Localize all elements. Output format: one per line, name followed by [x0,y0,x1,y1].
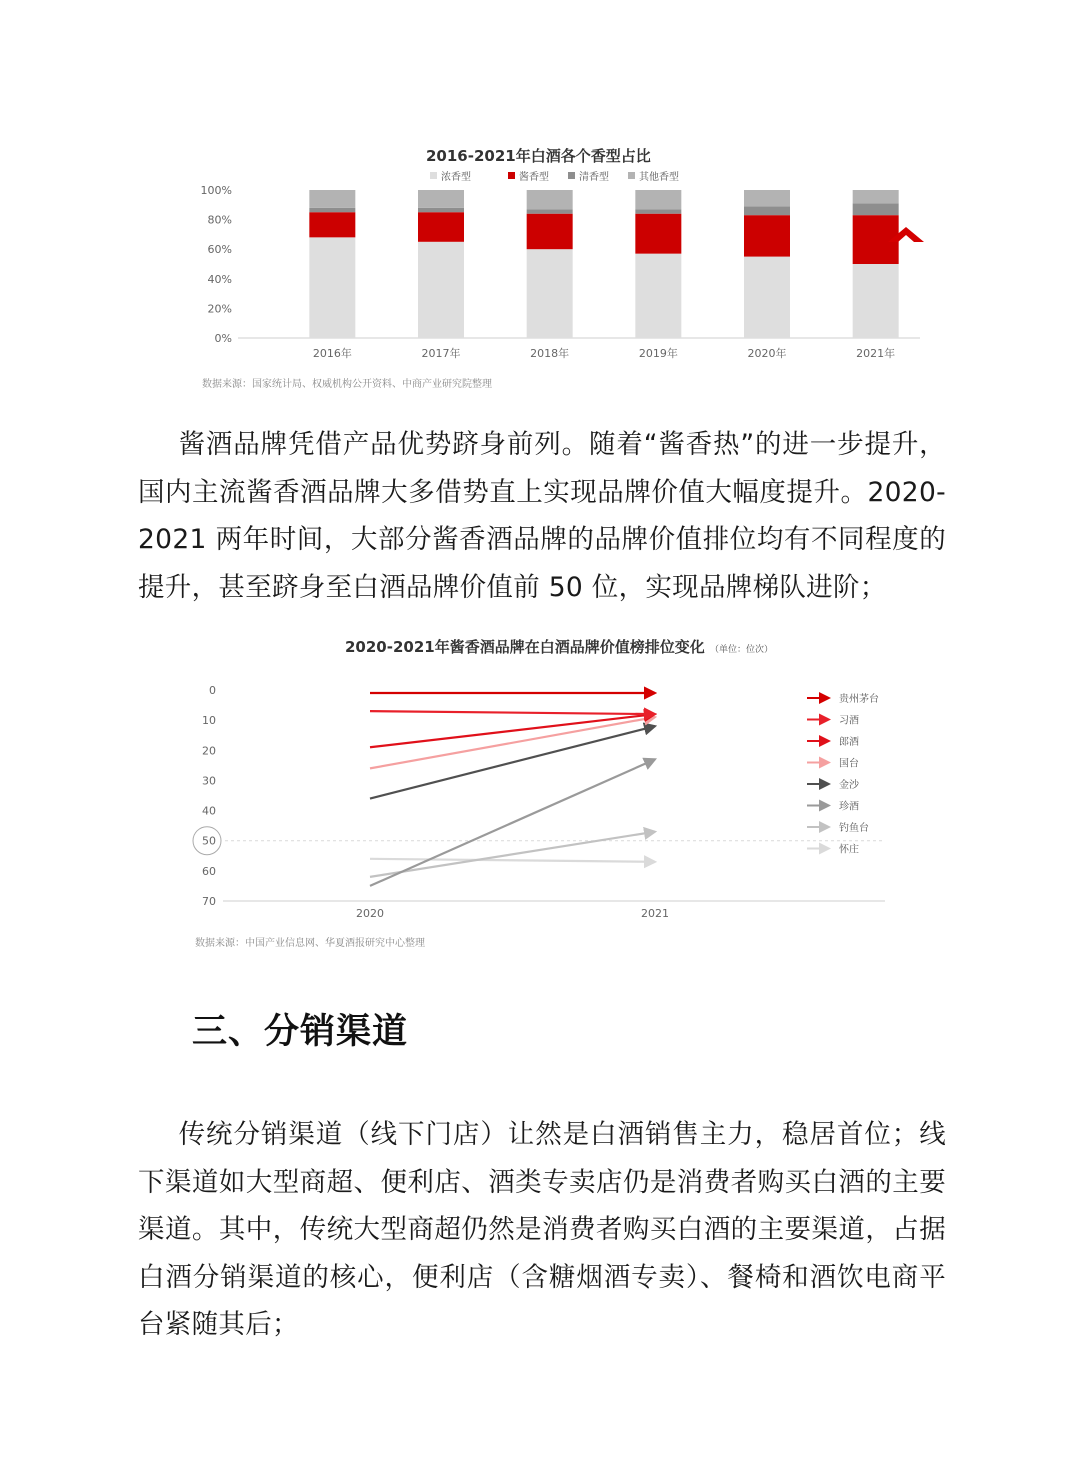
chart-2-plot [185,628,945,958]
legend-swatch-1 [508,172,515,179]
y-tick-label: 80% [207,213,232,227]
x-tick-label: 2016年 [312,347,352,360]
x-tick-label: 2018年 [530,347,570,360]
y-tick-label: 100% [200,184,232,197]
y-tick-label: 40 [202,804,216,818]
bar-2019年-清香型 [635,209,681,213]
legend-swatch-0 [430,172,437,179]
bar-2016年-浓香型 [309,237,355,338]
series-line-珍酒 [370,759,655,886]
y-tick-label: 30 [202,774,216,788]
x-tick-label: 2021年 [856,347,896,360]
y-tick-label: 40% [207,272,232,286]
y-tick-label: 50 [202,834,216,848]
bar-2017年-清香型 [418,208,464,212]
y-tick-label: 60 [202,864,216,878]
y-tick-label: 20 [202,744,216,758]
bar-2020年-浓香型 [744,257,790,338]
paragraph-1-text: 酱酒品牌凭借产品优势跻身前列。随着“酱香热”的进一步提升，国内主流酱香酒品牌大多借势直上实现品牌价值大幅度提升。2020-2021 两年时间，大部分酱香酒品牌的品牌价值排位均有不同程度的提升，甚至跻身至白酒品牌价值前 50 位，实现品牌梯队进阶； [138,429,946,603]
chart-1 [190,135,930,395]
bar-2018年-其他香型 [527,190,573,209]
legend-label-1: 酱香型 [519,172,549,183]
series-line-习酒 [370,711,655,714]
bar-2021年-清香型 [853,203,899,215]
paragraph-2-text: 传统分销渠道（线下门店）让然是白酒销售主力，稳居首位；线下渠道如大型商超、便利店、酒类专卖店仍是消费者购买白酒的主要渠道。其中，传统大型商超仍然是消费者购买白酒的主要渠道，占据白酒分销渠道的核心，便利店（含糖烟酒专卖）、餐椅和酒饮电商平台紧随其后； [138,1119,946,1340]
series-line-怀庄 [370,859,655,862]
bar-2020年-酱香型 [744,215,790,256]
bar-2018年-清香型 [527,209,573,213]
legend-label-2: 郎酒 [839,737,859,748]
bar-2017年-浓香型 [418,242,464,338]
bar-2016年-清香型 [309,208,355,212]
legend-label-2: 清香型 [579,172,609,183]
series-line-钓鱼台 [370,832,655,877]
x-tick-label: 2020 [356,907,384,920]
paragraph-1 [138,421,946,611]
bar-2019年-浓香型 [635,254,681,338]
y-tick-label: 0 [209,684,216,697]
legend-label-3: 其他香型 [639,172,679,183]
bar-2020年-其他香型 [744,190,790,206]
bar-2021年-浓香型 [853,264,899,338]
legend-label-6: 钓鱼台 [839,823,869,834]
legend-swatch-3 [628,172,635,179]
section-title: 三、分销渠道 [192,1012,409,1052]
y-tick-label: 70 [202,895,216,908]
y-tick-label: 0% [214,332,232,345]
chart-2-unit: （单位：位次） [709,645,773,655]
chart-1-source: 数据来源：国家统计局、权威机构公开资料、中商产业研究院整理 [202,379,492,390]
legend-label-5: 珍酒 [839,801,859,813]
bar-2019年-其他香型 [635,190,681,209]
legend-swatch-2 [568,172,575,179]
x-tick-label: 2021 [641,907,669,920]
paragraph-2 [138,1111,946,1349]
bar-2018年-酱香型 [527,214,573,250]
chart-2 [185,628,945,958]
x-tick-label: 2017年 [421,347,461,360]
chart-1-title: 2016-2021年白酒各个香型占比 [426,147,651,165]
y-tick-label: 20% [207,302,232,316]
legend-label-0: 贵州茅台 [839,694,879,705]
legend-label-3: 国台 [839,758,859,770]
bar-2017年-其他香型 [418,190,464,208]
bar-2017年-酱香型 [418,212,464,242]
legend-label-0: 浓香型 [441,172,471,183]
bar-2021年-其他香型 [853,190,899,203]
chart-2-title-text: 2020-2021年酱香酒品牌在白酒品牌价值榜排位变化 [345,638,705,656]
x-tick-label: 2020年 [747,347,787,360]
chart-2-source: 数据来源：中国产业信息网、华夏酒报研究中心整理 [195,938,425,949]
bar-2016年-酱香型 [309,212,355,237]
series-line-金沙 [370,726,655,798]
bar-2020年-清香型 [744,206,790,215]
legend-label-4: 金沙 [839,780,859,791]
x-tick-label: 2019年 [638,347,678,360]
legend-label-1: 习酒 [839,715,859,727]
bar-2018年-浓香型 [527,249,573,338]
chart-1-plot [190,135,930,395]
bar-2016年-其他香型 [309,190,355,208]
y-tick-label: 60% [207,243,232,257]
bar-2019年-酱香型 [635,214,681,254]
legend-label-7: 怀庄 [839,844,859,856]
y-tick-label: 10 [202,714,216,728]
